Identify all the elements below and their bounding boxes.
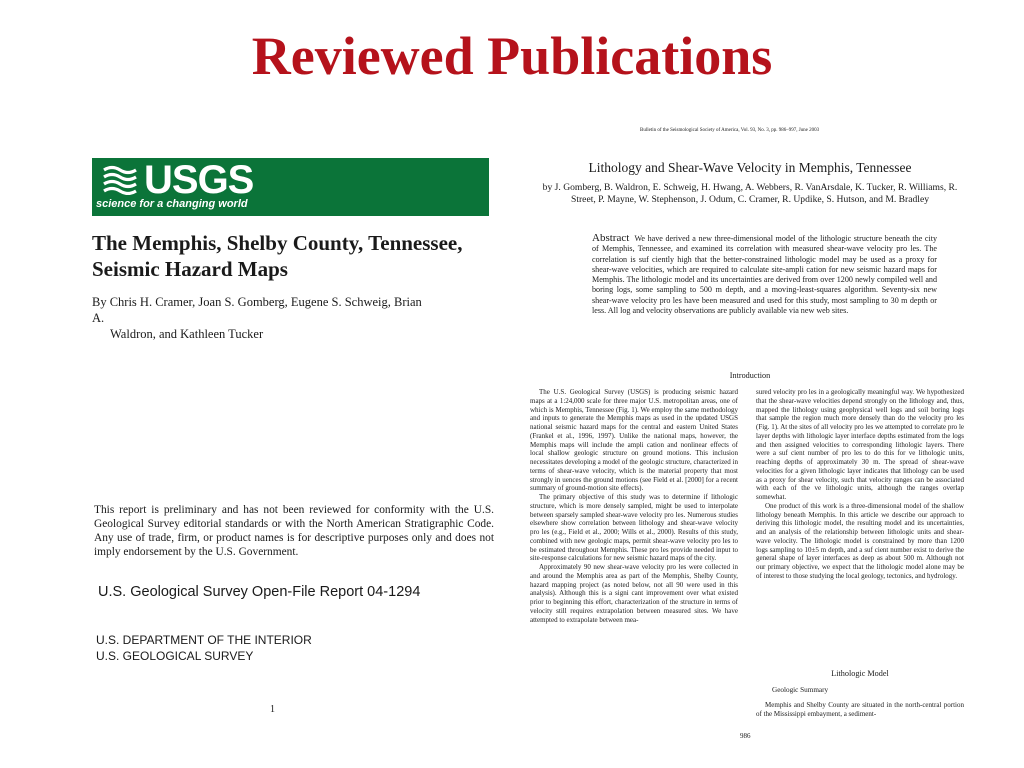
- article-abstract: [592, 233, 937, 316]
- usgs-waves-icon: [102, 165, 142, 195]
- article-left-column: [530, 388, 738, 624]
- intro-paragraph: The primary objective of this study was to determine if lithologic structure, which is more densely sampled, might be used to interpolate between sparsely sampled shear-wave velocity pro les. Numerous studies elsewhere show correlation between lithology and shear-wave velocity pro les (e.g., Field et al., 2000; Wills et al., 2000). Results of this study, combined with new geologic maps, permit shear-wave velocity pro les to be estimated throughout Memphis. These pro les provide needed input to site-response calculations for new seismic hazard maps of the city.: [530, 493, 738, 563]
- slide-title: Reviewed Publications: [251, 26, 773, 86]
- geologic-summary-heading: Geologic Summary: [772, 686, 829, 694]
- article-title: Lithology and Shear-Wave Velocity in Memphis, Tennessee: [588, 160, 912, 175]
- abstract-label: Abstract: [592, 232, 630, 244]
- department-name: U.S. DEPARTMENT OF THE INTERIOR: [96, 633, 312, 647]
- intro-paragraph: The U.S. Geological Survey (USGS) is producing seismic hazard maps at a 1:24,000 scale for three major U.S. metropolitan areas, one of which is Memphis, Tennessee (Fig. 1). We employ the same methodology and inputs to generate the Memphis maps as used in the updated USGS national seismic hazard maps for the central and eastern United States (Frankel et al., 1996, 1997). Unlike the national maps, however, the Memphis maps will include the ampli cation and nonlinear effects of local shallow geologic structure on ground motions. This inclusion necessitates developing a model of the geologic structure, characterized in terms of shear-wave velocity, which is the material property that most strongly in uences the ground motions (see Field et al. [2000] for a recent summary of ground-motion site effects).: [530, 388, 738, 493]
- intro-paragraph: Approximately 90 new shear-wave velocity pro les were collected in and around the Memphis area as part of the Memphis, Shelby County, hazard mapping project (as noted below, not all 90 were used in this analysis). Although this is a signi cant improvement over what existed prior to beginning this effort, characterization of the structure in terms of velocity still requires extrapolation between measured sites. We have attempted to extrapolate between mea-: [530, 563, 738, 624]
- geologic-summary-paragraph: Memphis and Shelby County are situated in the north-central portion of the Mississippi embayment, a sediment-: [756, 701, 964, 718]
- report-authors: [92, 294, 422, 342]
- abstract-text: We have derived a new three-dimensional model of the lithologic structure beneath the city of Memphis, Tennessee, and examined its correlation with measured shear-wave velocity pro les. The correlation is suf ciently high that the better-constrained lithologic model may be used as a proxy for shear-wave velocities, which are required to calculate site-ampli cation for new seismic hazard maps for Memphis. The lithologic model and its uncertainties are derived from over 1200 newly compiled well and boring logs, some sampling to 500 m depth, and a moving-least-squares algorithm. Seventy-six new shear-wave velocity pro les have been measured and used for this study, most sampling to 30 m depth or less. All log and velocity observations are publicly available via new web sites.: [592, 234, 938, 316]
- lithologic-model-heading: Lithologic Model: [831, 669, 889, 678]
- survey-name: U.S. GEOLOGICAL SURVEY: [96, 649, 254, 663]
- report-authors-line2: Waldron, and Kathleen Tucker: [110, 327, 264, 341]
- intro-paragraph: One product of this work is a three-dimensional model of the shallow lithology beneath Memphis. In this article we describe our approach to deriving this lithologic model, the resulting model and its uncertainties, and an analysis of the relationship between lithologic units and shear-wave velocity. The lithologic model is constrained by more than 1200 logs sampling to 10±5 m depth, and a suf cient number exist to derive the general shape of layer interfaces as deep as about 500 m. Although not our primary objective, we expect that the lithologic model alone may be of interest to those studying the local geology, tectonics, and hydrology.: [756, 501, 964, 580]
- report-authors-line1: By Chris H. Cramer, Joan S. Gomberg, Eugene S. Schweig, Brian A.: [92, 295, 422, 325]
- geologic-summary-text: [756, 701, 964, 719]
- open-file-report-number: U.S. Geological Survey Open-File Report 04-1294: [98, 584, 421, 600]
- report-disclaimer: This report is preliminary and has not been reviewed for conformity with the U.S. Geological Survey editorial standards or with the North American Stratigraphic Code. Any use of trade, firm, or product names is for descriptive purposes only and does not imply endorsement by the U.S. Government.: [94, 504, 494, 558]
- left-page-number: 1: [270, 704, 275, 715]
- usgs-logo-banner: [92, 158, 489, 216]
- journal-citation: Bulletin of the Seismological Society of America, Vol. 93, No. 3, pp. 986–997, June 2003: [640, 128, 820, 133]
- right-page-number: 986: [740, 732, 751, 740]
- report-title: The Memphis, Shelby County, Tennessee, Seismic Hazard Maps: [92, 231, 463, 281]
- open-file-report-page: [36, 104, 516, 724]
- intro-paragraph: sured velocity pro les in a geologically meaningful way. We hypothesized that the shear-wave velocities depend strongly on the lithology and, thus, mapped the lithology using geophysical well logs and soil boring logs that sample the region much more densely than do the velocity pro les (Fig. 1). At the sites of all velocity pro les we attempted to correlate pro le layer depths with lithologic layer interface depths estimated from the logs and then assigned velocities to corresponding lithologic layers. There were a suf cient number of pro les to do this for ve lithologic units, reaching depths of approximately 30 m. The spread of shear-wave velocities for a given lithologic layer indicates that lithology can be used as a proxy for shear velocity, such that velocity ranges can be associated with each of the ve lithologic units, although the ranges overlap somewhat.: [756, 388, 964, 501]
- bssa-article-page: [530, 125, 970, 745]
- usgs-tagline: science for a changing world: [96, 198, 248, 210]
- article-right-column: [756, 388, 964, 581]
- usgs-wordmark: USGS: [144, 158, 254, 202]
- article-authors: by J. Gomberg, B. Waldron, E. Schweig, H. Hwang, A. Webbers, R. VanArsdale, K. Tucker, R. Williams, R. Street, P. Mayne, W. Stephenson, J. Odum, C. Cramer, R. Updike, S. Hutson, and M. Bradley: [542, 182, 958, 205]
- department-block: [96, 632, 312, 664]
- introduction-heading: Introduction: [729, 371, 771, 380]
